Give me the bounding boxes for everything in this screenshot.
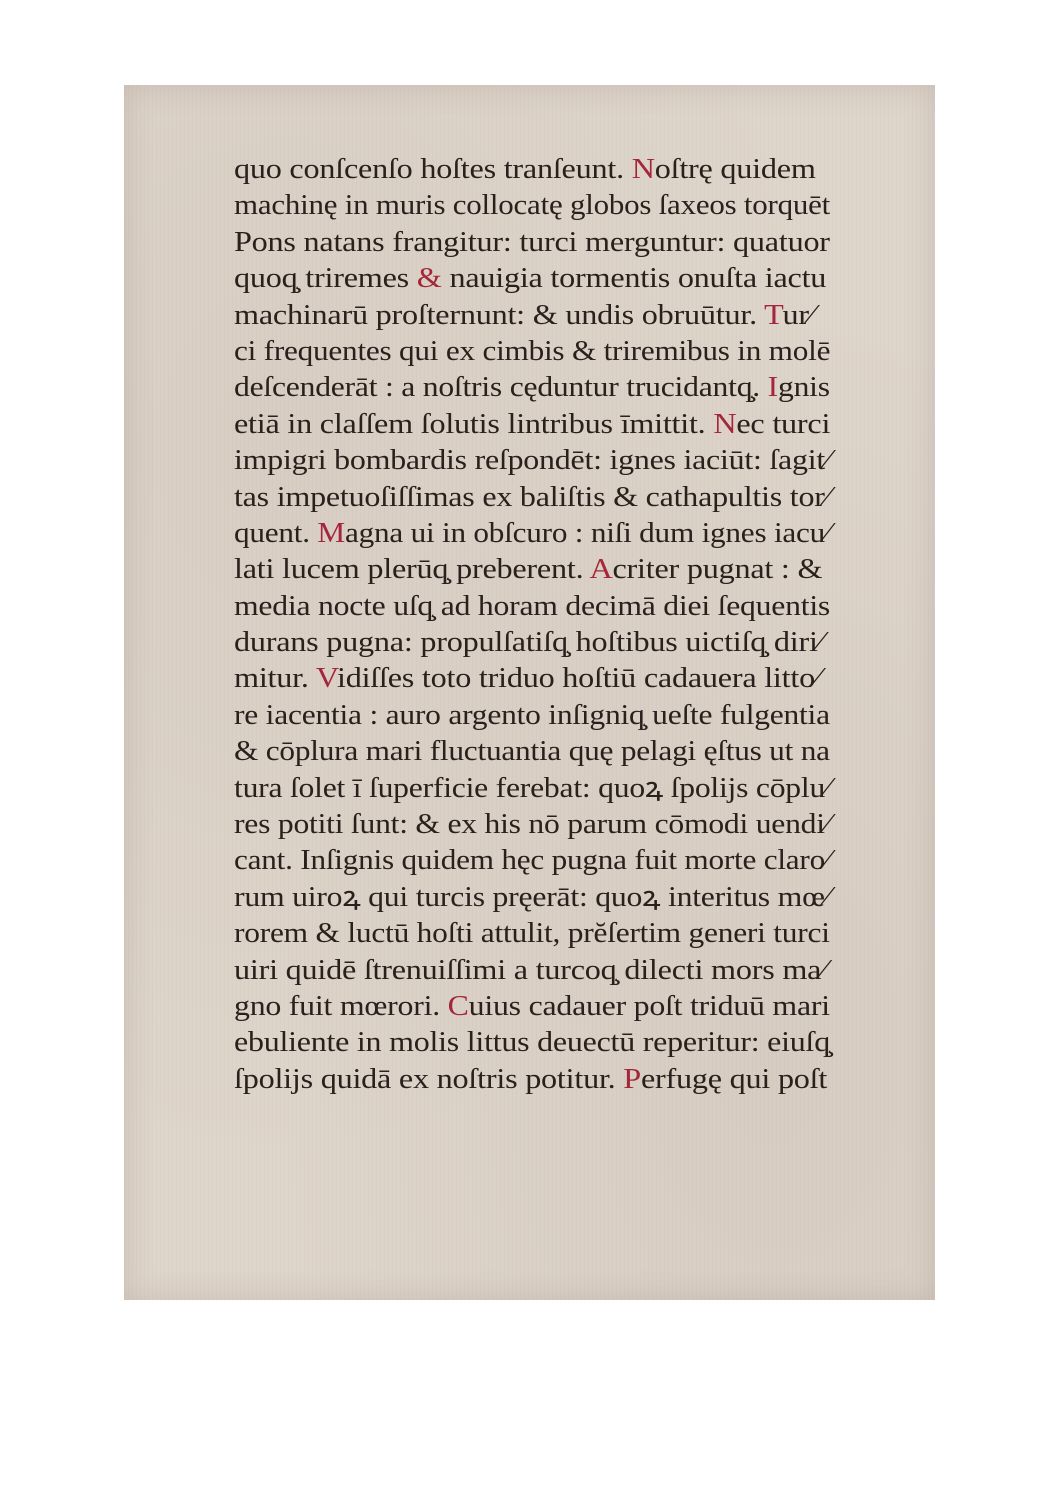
text-line	[234, 370, 840, 406]
text-line	[234, 734, 840, 770]
text-run: uius cadauer poſt triduū mari	[468, 990, 830, 1022]
rubricated-initial: N	[631, 154, 655, 185]
text-run: ur⁄	[782, 299, 814, 331]
rubricated-initial: P	[623, 1063, 641, 1095]
text-line	[234, 807, 840, 843]
text-run: ebuliente in molis littus deuectū reperitur: eiuſq̧	[234, 1027, 830, 1059]
text-line	[234, 698, 840, 734]
text-line-content	[234, 771, 830, 807]
text-run: tura ſolet ī ſuperficie ferebat: quoꝝ ſpolijs cōplu⁄	[234, 772, 831, 804]
text-line-content	[234, 843, 830, 879]
text-line	[234, 625, 840, 661]
text-run: ec turci	[736, 408, 831, 440]
text-run: lati lucem plerūq̧ preberent.	[234, 554, 590, 586]
text-line	[234, 880, 840, 916]
text-run: res potiti ſunt: & ex his nō parum cōmodi uendi⁄	[234, 809, 830, 841]
text-line	[234, 334, 840, 370]
text-line	[234, 589, 840, 625]
text-line-content	[234, 407, 830, 443]
text-line-content	[234, 953, 826, 989]
text-run: & cōplura mari fluctuantia quę pelagi ęſtus ut na	[234, 736, 830, 768]
text-run: quoq̧ triremes	[234, 263, 417, 295]
text-run: gno fuit mœrori.	[234, 990, 448, 1022]
text-run: re iacentia : auro argento inſigniq̧ ueſte fulgentia	[234, 699, 830, 731]
text-line-content	[234, 298, 814, 334]
text-run: nauigia tormentis onuſta iactu	[441, 263, 827, 295]
rubricated-initial: N	[713, 408, 737, 440]
text-run: uiri quidē ſtrenuiſſimi a turcoq̧ dilecti mors ma⁄	[234, 954, 827, 986]
text-run: impigri bombardis reſpondēt: ignes iaciūt: ſagit⁄	[234, 445, 831, 477]
text-line-content	[234, 1025, 830, 1061]
text-run: criter pugnat : &	[612, 554, 823, 586]
text-run: quent.	[234, 517, 318, 549]
text-run: idiſſes toto triduo hoſtiū cadauera litto⁄	[336, 663, 821, 695]
text-run: mitur.	[234, 663, 316, 695]
rubricated-initial: C	[447, 990, 469, 1022]
text-line-content	[234, 589, 830, 625]
text-run: Pons natans frangitur: turci merguntur: quatuor	[234, 226, 830, 258]
text-run: machinarū proſternunt: & undis obruūtur.	[234, 299, 765, 331]
text-line	[234, 225, 840, 261]
text-line-content	[234, 916, 830, 952]
text-run: erfugę qui poſt	[640, 1063, 828, 1095]
text-run: machinę in muris collocatę globos ſaxeos torquēt	[234, 190, 831, 222]
text-line	[234, 480, 840, 516]
rubricated-initial: M	[317, 517, 345, 549]
text-run: etiā in claſſem ſolutis lintribus īmittit.	[234, 408, 714, 440]
text-line	[234, 1062, 840, 1098]
text-line	[234, 261, 840, 297]
text-line-content	[234, 370, 830, 406]
text-run: cant. Inſignis quidem hęc pugna fuit morte claro⁄	[234, 845, 830, 877]
text-line-content	[234, 1062, 827, 1098]
rubricated-initial: V	[315, 663, 337, 695]
text-line	[234, 443, 840, 479]
text-block	[234, 152, 840, 1098]
rubricated-initial: A	[589, 554, 613, 586]
text-line-content	[234, 261, 826, 297]
text-line	[234, 152, 840, 188]
text-line-content	[234, 880, 830, 916]
text-line	[234, 298, 840, 334]
text-line	[234, 843, 840, 879]
text-line-content	[234, 334, 830, 370]
text-line	[234, 953, 840, 989]
text-line-content	[234, 661, 820, 697]
text-line	[234, 516, 840, 552]
text-run: rorem & luctū hoſti attulit, prĕſertim generi turci	[234, 918, 830, 950]
text-run: ci frequentes qui ex cimbis & triremibus in molē	[234, 335, 831, 367]
text-line-content	[234, 625, 823, 661]
text-run: deſcenderāt : a noſtris cęduntur trucidantq̧.	[234, 372, 768, 404]
text-line	[234, 407, 840, 443]
text-run: quo conſcenſo hoſtes tranſeunt.	[234, 154, 632, 185]
text-line-content	[234, 225, 830, 261]
text-run: durans pugna: propulſatiſq̧ hoſtibus uictiſq̧ diri⁄	[234, 627, 823, 659]
text-line	[234, 552, 840, 588]
text-run: gnis	[777, 372, 830, 404]
text-line-content	[234, 807, 830, 843]
text-line	[234, 916, 840, 952]
text-line	[234, 1025, 840, 1061]
text-run: rum uiroꝝ qui turcis pręerāt: quoꝝ interitus mœ⁄	[234, 881, 830, 913]
text-line-content	[234, 188, 830, 224]
text-line-content	[234, 152, 816, 188]
rubricated-initial: I	[767, 372, 778, 404]
text-line-content	[234, 516, 830, 552]
text-line-content	[234, 480, 830, 516]
text-line-content	[234, 734, 830, 770]
text-run: tas impetuoſiſſimas ex baliſtis & cathapultis tor⁄	[234, 481, 830, 513]
rubricated-initial: &	[416, 263, 442, 295]
text-run: media nocte uſq̧ ad horam decimā diei ſequentis	[234, 590, 831, 622]
text-line	[234, 989, 840, 1025]
text-run: ſpolijs quidā ex noſtris potitur.	[234, 1063, 624, 1095]
rubricated-initial: T	[764, 299, 783, 331]
text-line	[234, 188, 840, 224]
text-line	[234, 771, 840, 807]
text-line	[234, 661, 840, 697]
text-run: oſtrę quidem	[654, 154, 816, 185]
text-run: agna ui in obſcuro : niſi dum ignes iacu⁄	[344, 517, 831, 549]
text-line-content	[234, 552, 822, 588]
text-line-content	[234, 989, 830, 1025]
text-line-content	[234, 698, 830, 734]
text-line-content	[234, 443, 830, 479]
